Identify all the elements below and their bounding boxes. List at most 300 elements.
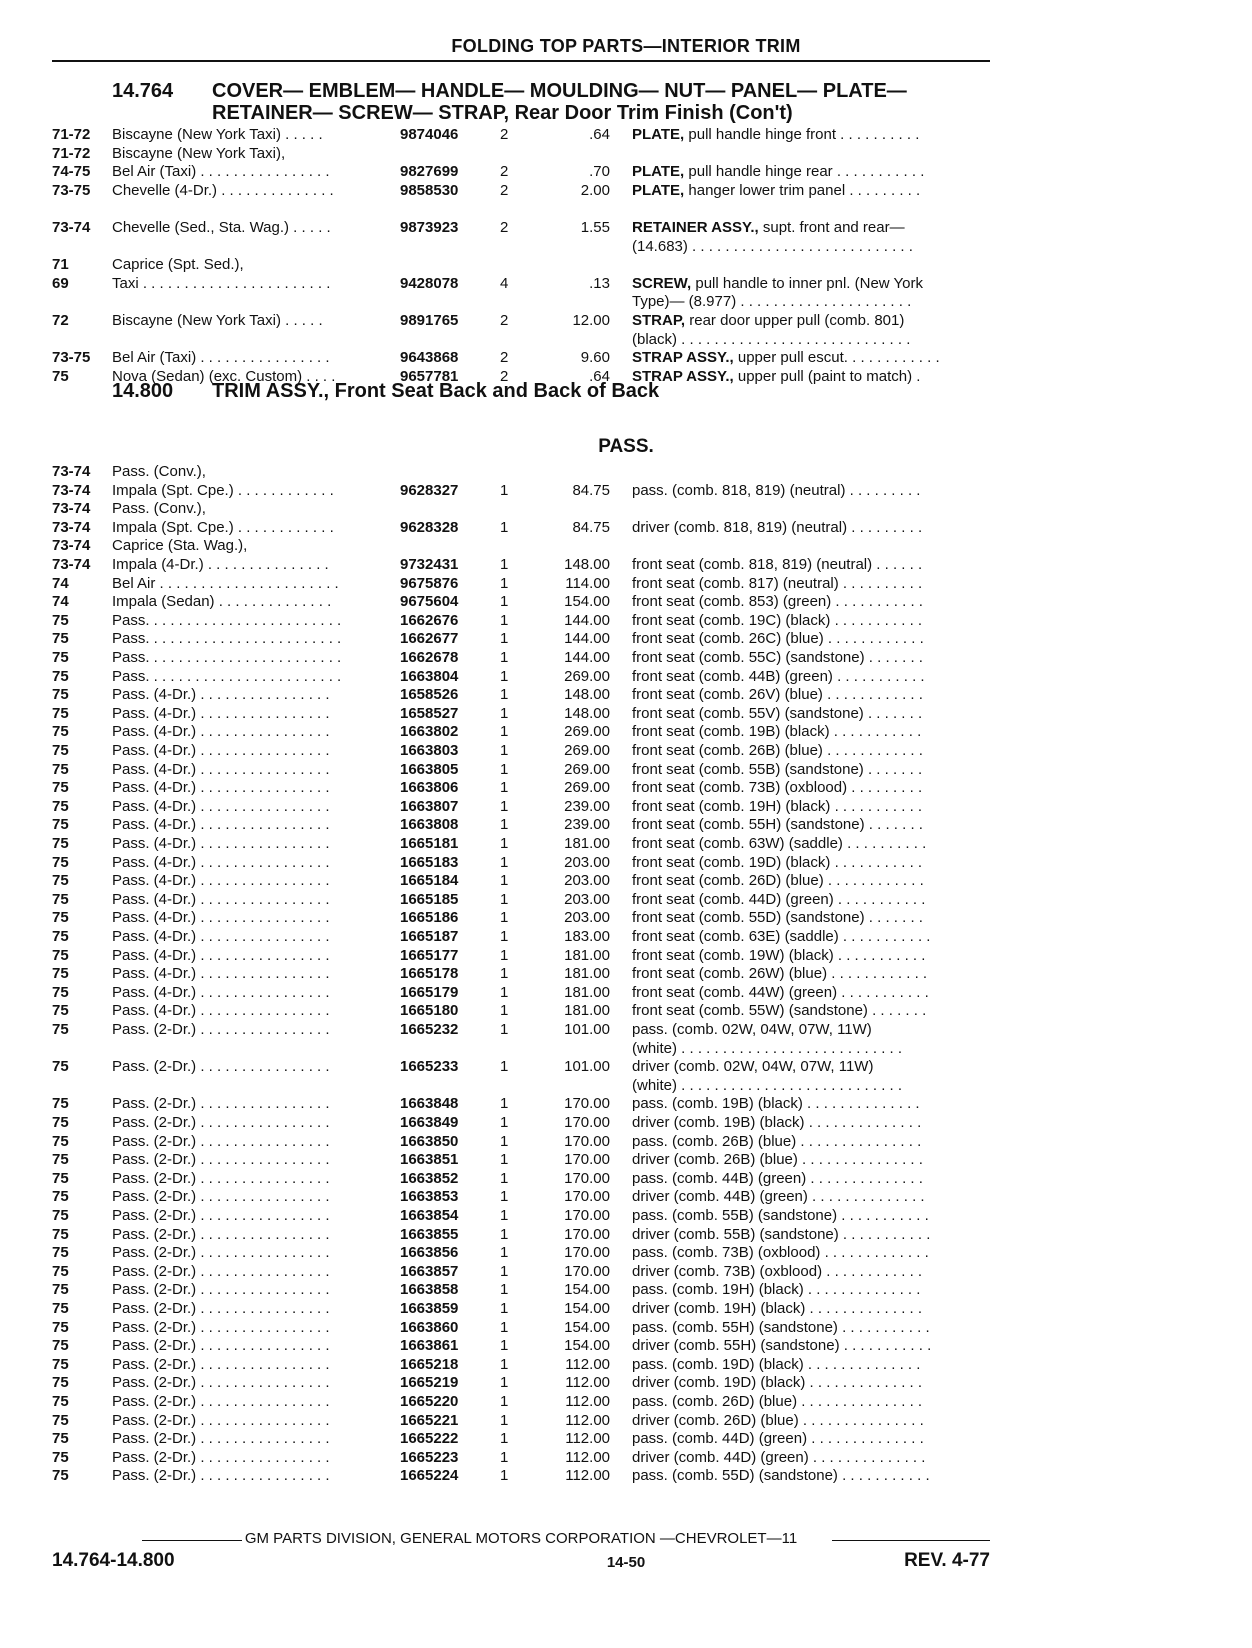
part-number: 1663808 xyxy=(400,816,459,834)
footer-page-number: 14-50 xyxy=(606,1554,646,1571)
description xyxy=(632,1207,990,1226)
table-row xyxy=(0,947,1252,966)
model: Pass. (2-Dr.) . . . . . . . . . . . . . . . . xyxy=(112,1467,330,1485)
description xyxy=(632,1226,990,1245)
year: 75 xyxy=(52,611,69,629)
price: 269.00 xyxy=(564,723,610,741)
year: 75 xyxy=(52,1132,69,1150)
price: 203.00 xyxy=(564,890,610,908)
model: Pass. (2-Dr.) . . . . . . . . . . . . . . . . xyxy=(112,1225,330,1243)
model: Pass. (2-Dr.) . . . . . . . . . . . . . . . . xyxy=(112,1132,330,1150)
price: .13 xyxy=(589,274,610,292)
description-text: pass. (comb. 818, 819) (neutral) . . . . . . . . . xyxy=(632,481,921,499)
part-number: 1665232 xyxy=(400,1021,459,1038)
year: 73-75 xyxy=(52,181,91,199)
year: 75 xyxy=(52,835,69,852)
description-text: pass. (comb. 19D) (black) . . . . . . . . . . . . . . xyxy=(632,1355,921,1373)
part-number: 1665218 xyxy=(400,1355,459,1373)
price: 170.00 xyxy=(564,1188,610,1206)
table-row xyxy=(0,182,1252,201)
model: Pass. (2-Dr.) . . . . . . . . . . . . . . . . xyxy=(112,1300,330,1317)
year: 75 xyxy=(52,1095,69,1113)
quantity: 1 xyxy=(500,1318,509,1336)
model: Chevelle (Sed., Sta. Wag.) . . . . . xyxy=(112,219,331,236)
year: 75 xyxy=(52,1002,69,1020)
quantity: 1 xyxy=(500,1058,509,1076)
price: 144.00 xyxy=(564,630,610,648)
description xyxy=(632,872,990,891)
section-number: 14.764 xyxy=(112,80,174,102)
description xyxy=(632,126,990,145)
price: 170.00 xyxy=(564,1225,610,1243)
section-number: 14.800 xyxy=(112,380,174,402)
part-number: 1665185 xyxy=(400,890,459,908)
year: 75 xyxy=(52,797,69,815)
table-row xyxy=(0,500,1252,519)
part-number: 1663802 xyxy=(400,723,459,741)
part-number: 1665224 xyxy=(400,1467,459,1485)
description xyxy=(632,1133,990,1152)
description-text: pass. (comb. 73B) (oxblood) . . . . . . . . . . . . . xyxy=(632,1244,929,1262)
table-row xyxy=(0,1467,1252,1486)
quantity: 1 xyxy=(500,946,509,964)
model: Pass. (4-Dr.) . . . . . . . . . . . . . . . . xyxy=(112,1002,330,1020)
price: 269.00 xyxy=(564,779,610,797)
description-text: front seat (comb. 55W) (sandstone) . . . . . . . xyxy=(632,1002,927,1020)
description xyxy=(632,1281,990,1300)
quantity: 2 xyxy=(500,181,509,199)
description xyxy=(632,293,990,312)
description xyxy=(632,686,990,705)
price: 181.00 xyxy=(564,1002,610,1020)
quantity: 1 xyxy=(500,1095,509,1113)
table-row xyxy=(0,984,1252,1003)
description xyxy=(632,835,990,854)
quantity: 1 xyxy=(500,704,509,722)
model: Pass. (2-Dr.) . . . . . . . . . . . . . . . . xyxy=(112,1262,330,1280)
year: 75 xyxy=(52,742,69,759)
model: Pass. (2-Dr.) . . . . . . . . . . . . . . . . xyxy=(112,1318,330,1336)
price: 154.00 xyxy=(564,1300,610,1317)
part-number: 1665179 xyxy=(400,983,459,1001)
part-number: 1665177 xyxy=(400,946,459,964)
model: Biscayne (New York Taxi) . . . . . xyxy=(112,126,323,143)
year: 75 xyxy=(52,1058,69,1076)
description-text: driver (comb. 818, 819) (neutral) . . . . . . . . . xyxy=(632,518,923,536)
table-row xyxy=(0,872,1252,891)
table-row xyxy=(0,612,1252,631)
year: 75 xyxy=(52,1225,69,1243)
price: 148.00 xyxy=(564,704,610,722)
table-row xyxy=(0,928,1252,947)
model: Pass. (4-Dr.) . . . . . . . . . . . . . . . . xyxy=(112,853,330,871)
model: Pass. (4-Dr.) . . . . . . . . . . . . . . . . xyxy=(112,797,330,815)
part-number: 1665184 xyxy=(400,872,459,890)
model: Bel Air (Taxi) . . . . . . . . . . . . . . . . xyxy=(112,349,330,367)
price: 170.00 xyxy=(564,1095,610,1113)
description xyxy=(632,761,990,780)
description xyxy=(632,1356,990,1375)
footer-revision: REV. 4-77 xyxy=(904,1550,990,1571)
price: 112.00 xyxy=(565,1448,610,1466)
year: 75 xyxy=(52,1467,69,1485)
description-keyword: RETAINER ASSY., xyxy=(632,219,759,236)
description xyxy=(632,891,990,910)
price: 112.00 xyxy=(565,1374,610,1392)
price: 181.00 xyxy=(564,835,610,852)
table-row xyxy=(0,630,1252,649)
part-number: 1662677 xyxy=(400,630,459,648)
description-text: front seat (comb. 44B) (green) . . . . . . . . . . . xyxy=(632,667,925,685)
quantity: 1 xyxy=(500,760,509,778)
model: Pass. (2-Dr.) . . . . . . . . . . . . . . . . xyxy=(112,1244,330,1262)
description xyxy=(632,349,990,368)
table-row xyxy=(0,1188,1252,1207)
model: Pass. (4-Dr.) . . . . . . . . . . . . . . . . xyxy=(112,890,330,908)
price: 144.00 xyxy=(564,649,610,666)
model: Pass. . . . . . . . . . . . . . . . . . . . . . . . xyxy=(112,667,342,685)
price: 170.00 xyxy=(564,1262,610,1280)
part-number: 1665220 xyxy=(400,1393,459,1410)
model: Impala (4-Dr.) . . . . . . . . . . . . . . . xyxy=(112,556,329,573)
part-number: 1665221 xyxy=(400,1411,459,1429)
model: Pass. (2-Dr.) . . . . . . . . . . . . . . . . xyxy=(112,1188,330,1206)
table-row xyxy=(0,1300,1252,1319)
description-text: driver (comb. 19B) (black) . . . . . . . . . . . . . . xyxy=(632,1114,922,1131)
model: Chevelle (4-Dr.) . . . . . . . . . . . . . . xyxy=(112,181,334,199)
part-number: 1658526 xyxy=(400,686,459,704)
table-row xyxy=(0,723,1252,742)
description-text: pass. (comb. 02W, 04W, 07W, 11W) xyxy=(632,1021,872,1038)
header-rule xyxy=(52,60,990,62)
part-number: 9858530 xyxy=(400,181,459,199)
description xyxy=(632,816,990,835)
description-text: driver (comb. 19H) (black) . . . . . . . . . . . . . . xyxy=(632,1300,923,1317)
table-row xyxy=(0,145,1252,164)
part-number: 1663857 xyxy=(400,1262,459,1280)
price: 9.60 xyxy=(580,349,610,367)
section-title-line1: COVER— EMBLEM— HANDLE— MOULDING— NUT— PANEL— PLATE— xyxy=(212,80,907,102)
footer-line-right xyxy=(832,1540,990,1541)
price: 203.00 xyxy=(564,909,610,927)
quantity: 1 xyxy=(500,1169,509,1187)
year: 73-75 xyxy=(52,349,91,367)
price: 203.00 xyxy=(564,853,610,871)
price: 112.00 xyxy=(565,1430,610,1448)
description xyxy=(632,1244,990,1263)
description xyxy=(632,1467,990,1486)
description xyxy=(632,1374,990,1393)
description-text: front seat (comb. 26D) (blue) . . . . . . . . . . . . xyxy=(632,872,924,890)
model: Pass. (4-Dr.) . . . . . . . . . . . . . . . . xyxy=(112,742,330,759)
price: .64 xyxy=(589,367,610,385)
description-text: driver (comb. 55H) (sandstone) . . . . . . . . . . . xyxy=(632,1337,932,1355)
year: 75 xyxy=(52,965,69,983)
price: 203.00 xyxy=(564,872,610,890)
quantity: 1 xyxy=(500,556,509,573)
price: 170.00 xyxy=(564,1114,610,1131)
table-row xyxy=(0,1263,1252,1282)
description-text: front seat (comb. 19W) (black) . . . . . . . . . . . xyxy=(632,946,926,964)
description xyxy=(632,1319,990,1338)
quantity: 1 xyxy=(500,1355,509,1373)
year: 74-75 xyxy=(52,163,91,181)
year: 75 xyxy=(52,1448,69,1466)
quantity: 1 xyxy=(500,1207,509,1224)
year: 75 xyxy=(52,1207,69,1224)
table-row xyxy=(0,1374,1252,1393)
description-text: pass. (comb. 26D) (blue) . . . . . . . . . . . . . . . xyxy=(632,1393,923,1410)
model: Pass. (4-Dr.) . . . . . . . . . . . . . . . . xyxy=(112,760,330,778)
table-row xyxy=(0,1002,1252,1021)
part-number: 9675604 xyxy=(400,593,459,611)
table-row xyxy=(0,1207,1252,1226)
quantity: 1 xyxy=(500,1300,509,1317)
part-number: 1665223 xyxy=(400,1448,459,1466)
year: 73-74 xyxy=(52,518,91,536)
table-row xyxy=(0,1281,1252,1300)
price: 154.00 xyxy=(564,1318,610,1336)
part-number: 1665178 xyxy=(400,965,459,983)
quantity: 1 xyxy=(500,518,509,536)
table-row xyxy=(0,816,1252,835)
part-number: 9643868 xyxy=(400,349,459,367)
part-number: 9628328 xyxy=(400,518,459,536)
description-text: supt. front and rear— xyxy=(758,219,905,236)
model: Pass. (4-Dr.) . . . . . . . . . . . . . . . . xyxy=(112,983,330,1001)
table-row xyxy=(0,742,1252,761)
description-keyword: STRAP, xyxy=(632,312,686,329)
description-text: hanger lower trim panel . . . . . . . . . xyxy=(684,181,921,199)
footer-section-range: 14.764-14.800 xyxy=(52,1550,175,1571)
description-text: driver (comb. 26D) (blue) . . . . . . . . . . . . . . . xyxy=(632,1411,924,1429)
year: 75 xyxy=(52,1021,69,1038)
quantity: 1 xyxy=(500,853,509,871)
quantity: 1 xyxy=(500,890,509,908)
year: 71-72 xyxy=(52,144,91,162)
table-row xyxy=(0,1356,1252,1375)
price: .70 xyxy=(589,163,610,181)
quantity: 1 xyxy=(500,1262,509,1280)
year: 75 xyxy=(52,667,69,685)
description-text: front seat (comb. 818, 819) (neutral) . . . . . . xyxy=(632,556,923,573)
table-row xyxy=(0,1170,1252,1189)
description xyxy=(632,928,990,947)
description-text: front seat (comb. 19D) (black) . . . . . . . . . . . xyxy=(632,853,923,871)
price: 183.00 xyxy=(564,928,610,945)
description xyxy=(632,668,990,687)
description-text: pass. (comb. 19H) (black) . . . . . . . . . . . . . . xyxy=(632,1281,921,1299)
part-number: 1665186 xyxy=(400,909,459,927)
part-number: 9732431 xyxy=(400,556,459,573)
page-title: FOLDING TOP PARTS—INTERIOR TRIM xyxy=(451,36,801,56)
description xyxy=(632,965,990,984)
part-number: 1663804 xyxy=(400,667,459,685)
table-row xyxy=(0,1058,1252,1077)
description xyxy=(632,1151,990,1170)
description xyxy=(632,984,990,1003)
model: Pass. (4-Dr.) . . . . . . . . . . . . . . . . xyxy=(112,928,330,945)
quantity: 1 xyxy=(500,872,509,890)
description xyxy=(632,556,990,575)
model: Caprice (Spt. Sed.), xyxy=(112,256,244,274)
part-number: 9428078 xyxy=(400,274,459,292)
description xyxy=(632,1095,990,1114)
price: 114.00 xyxy=(565,574,610,592)
model: Pass. (Conv.), xyxy=(112,500,206,518)
quantity: 1 xyxy=(500,779,509,797)
description xyxy=(632,238,990,257)
table-row xyxy=(0,1412,1252,1431)
description-text: pass. (comb. 55H) (sandstone) . . . . . . . . . . . xyxy=(632,1318,930,1336)
price: 148.00 xyxy=(564,556,610,573)
price: 112.00 xyxy=(565,1467,610,1485)
model: Pass. (Conv.), xyxy=(112,463,206,480)
year: 75 xyxy=(52,704,69,722)
description-text: (white) . . . . . . . . . . . . . . . . . . . . . . . . . . . xyxy=(632,1039,903,1057)
table-row xyxy=(0,312,1252,331)
year: 75 xyxy=(52,1411,69,1429)
quantity: 2 xyxy=(500,312,509,329)
model: Pass. (4-Dr.) . . . . . . . . . . . . . . . . xyxy=(112,779,330,797)
description-text: upper pull escut. . . . . . . . . . . . xyxy=(733,349,940,367)
description xyxy=(632,1077,990,1096)
model: Pass. (4-Dr.) . . . . . . . . . . . . . . . . xyxy=(112,704,330,722)
year: 75 xyxy=(52,649,69,666)
quantity: 1 xyxy=(500,686,509,704)
price: 154.00 xyxy=(564,1281,610,1299)
part-number: 1663806 xyxy=(400,779,459,797)
table-row xyxy=(0,1393,1252,1412)
model: Bel Air . . . . . . . . . . . . . . . . . . . . . . xyxy=(112,574,339,592)
part-number: 9874046 xyxy=(400,126,459,143)
price: 181.00 xyxy=(564,965,610,983)
description xyxy=(632,519,990,538)
year: 73-74 xyxy=(52,463,91,480)
year: 75 xyxy=(52,983,69,1001)
part-number: 1665233 xyxy=(400,1058,459,1076)
part-number: 1665181 xyxy=(400,835,459,852)
year: 71-72 xyxy=(52,126,91,143)
table-row xyxy=(0,331,1252,350)
model: Impala (Spt. Cpe.) . . . . . . . . . . . . xyxy=(112,481,334,499)
year: 75 xyxy=(52,816,69,834)
part-number: 9873923 xyxy=(400,219,459,236)
description-text: driver (comb. 44B) (green) . . . . . . . . . . . . . . xyxy=(632,1188,925,1206)
part-number: 1663855 xyxy=(400,1225,459,1243)
table-row xyxy=(0,761,1252,780)
year: 75 xyxy=(52,1374,69,1392)
table-row xyxy=(0,779,1252,798)
quantity: 1 xyxy=(500,928,509,945)
description xyxy=(632,1393,990,1412)
year: 75 xyxy=(52,1355,69,1373)
table-row xyxy=(0,1151,1252,1170)
description xyxy=(632,163,990,182)
part-number: 1663807 xyxy=(400,797,459,815)
table-row xyxy=(0,593,1252,612)
description xyxy=(632,1114,990,1133)
table-row xyxy=(0,349,1252,368)
year: 75 xyxy=(52,946,69,964)
model: Pass. (4-Dr.) . . . . . . . . . . . . . . . . xyxy=(112,909,330,927)
description xyxy=(632,1021,990,1040)
part-number: 9891765 xyxy=(400,312,459,329)
table-row xyxy=(0,965,1252,984)
model: Pass. (2-Dr.) . . . . . . . . . . . . . . . . xyxy=(112,1374,330,1392)
part-number: 1663860 xyxy=(400,1318,459,1336)
description-keyword: STRAP ASSY., xyxy=(632,367,734,385)
model: Pass. (2-Dr.) . . . . . . . . . . . . . . . . xyxy=(112,1337,330,1355)
price: 269.00 xyxy=(564,760,610,778)
model: Caprice (Sta. Wag.), xyxy=(112,537,248,555)
model: Nova (Sedan) (exc. Custom) . . . . xyxy=(112,367,336,385)
quantity: 1 xyxy=(500,1132,509,1150)
quantity: 1 xyxy=(500,1244,509,1262)
table-row xyxy=(0,1430,1252,1449)
table-row xyxy=(0,256,1252,275)
part-number: 1665187 xyxy=(400,928,459,945)
price: 101.00 xyxy=(564,1058,610,1076)
year: 75 xyxy=(52,1318,69,1336)
table-row xyxy=(0,1244,1252,1263)
model: Pass. (2-Dr.) . . . . . . . . . . . . . . . . xyxy=(112,1021,330,1038)
part-number: 1663803 xyxy=(400,742,459,759)
year: 75 xyxy=(52,1337,69,1355)
model: Pass. (4-Dr.) . . . . . . . . . . . . . . . . xyxy=(112,835,330,852)
model: Pass. (2-Dr.) . . . . . . . . . . . . . . . . xyxy=(112,1151,330,1169)
part-number: 9628327 xyxy=(400,481,459,499)
model: Pass. (4-Dr.) . . . . . . . . . . . . . . . . xyxy=(112,965,330,983)
table-row xyxy=(0,556,1252,575)
model: Pass. (2-Dr.) . . . . . . . . . . . . . . . . xyxy=(112,1448,330,1466)
description xyxy=(632,630,990,649)
table-row xyxy=(0,1021,1252,1040)
year: 75 xyxy=(52,872,69,890)
model: Pass. (2-Dr.) . . . . . . . . . . . . . . . . xyxy=(112,1095,330,1113)
table-row xyxy=(0,1319,1252,1338)
description-text: pass. (comb. 55D) (sandstone) . . . . . . . . . . . xyxy=(632,1467,930,1485)
table-row xyxy=(0,200,1252,219)
price: 154.00 xyxy=(564,593,610,611)
quantity: 2 xyxy=(500,349,509,367)
description-keyword: PLATE, xyxy=(632,181,685,199)
year: 75 xyxy=(52,928,69,945)
table-row xyxy=(0,1337,1252,1356)
part-number: 1658527 xyxy=(400,704,459,722)
price: 112.00 xyxy=(565,1411,610,1429)
price: 148.00 xyxy=(564,686,610,704)
table-row xyxy=(0,835,1252,854)
part-number: 1665222 xyxy=(400,1430,459,1448)
quantity: 1 xyxy=(500,667,509,685)
description-text: front seat (comb. 26W) (blue) . . . . . . . . . . . . xyxy=(632,965,928,983)
description xyxy=(632,1058,990,1077)
price: 101.00 xyxy=(564,1021,610,1038)
model: Pass. (2-Dr.) . . . . . . . . . . . . . . . . xyxy=(112,1058,330,1076)
part-number: 1663850 xyxy=(400,1132,459,1150)
quantity: 1 xyxy=(500,816,509,834)
part-number: 1663848 xyxy=(400,1095,459,1113)
quantity: 1 xyxy=(500,1188,509,1206)
part-number: 1663853 xyxy=(400,1188,459,1206)
year: 75 xyxy=(52,1300,69,1317)
quantity: 1 xyxy=(500,723,509,741)
table-row xyxy=(0,1077,1252,1096)
part-number: 1663854 xyxy=(400,1207,459,1224)
year: 73-74 xyxy=(52,481,91,499)
year: 69 xyxy=(52,274,69,292)
